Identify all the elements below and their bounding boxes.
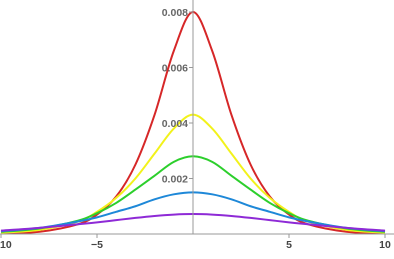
y-ticks — [162, 7, 193, 186]
x-tick-label: −5 — [91, 239, 103, 251]
y-tick-label: 0.008 — [161, 7, 188, 19]
x-tick-label: 10 — [0, 239, 12, 251]
y-tick-label: 0.006 — [161, 62, 188, 75]
x-tick-label: 10 — [379, 239, 391, 251]
x-ticks — [0, 234, 391, 251]
x-tick-label: 5 — [286, 239, 292, 251]
y-tick-label: 0.002 — [161, 173, 188, 186]
y-tick-label: 0.004 — [161, 118, 188, 130]
